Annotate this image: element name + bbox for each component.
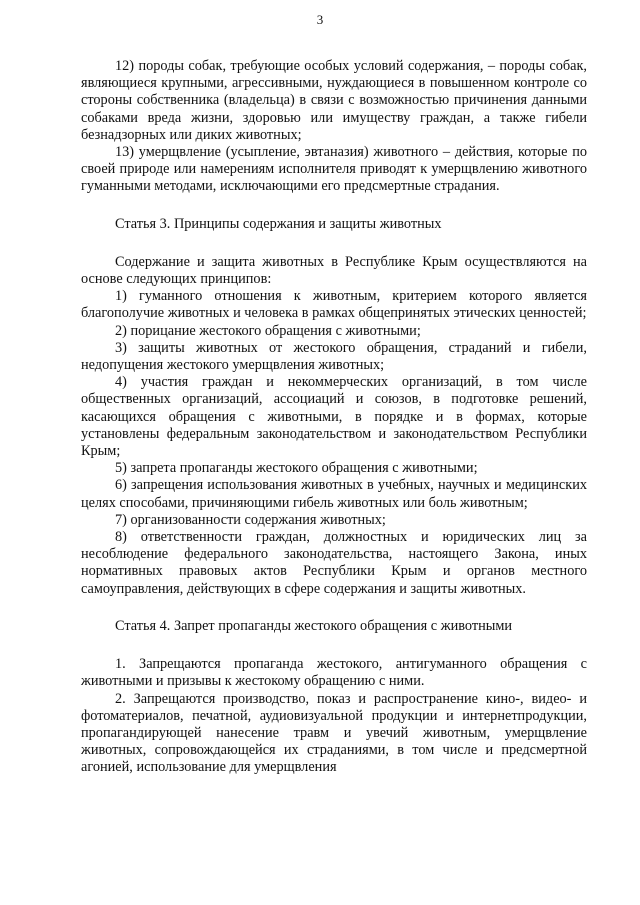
document-body bbox=[81, 58, 587, 777]
list-item: 1. Запрещаются пропаганда жестокого, антигуманного обращения с животными и призывы к жестокому обращению с ними. bbox=[81, 656, 587, 690]
list-item: 3) защиты животных от жестокого обращения, страданий и гибели, недопущения жестокого умерщвления животных; bbox=[81, 339, 587, 374]
list-item: 6) запрещения использования животных в учебных, научных и медицинских целях способами, причиняющими гибель животных или боль животным; bbox=[81, 477, 587, 511]
list-item: 8) ответственности граждан, должностных и юридических лиц за несоблюдение федерального законодательства, настоящего Закона, иных нормативных правовых актов Республики Крым и органов местного самоуправления, действующих в сфере содержания и защиты животных. bbox=[81, 529, 587, 597]
list-item: 5) запрета пропаганды жестокого обращения с животными; bbox=[115, 460, 478, 477]
definition-paragraph: 13) умерщвление (усыпление, эвтаназия) животного – действия, которые по своей природе или намерениям исполнителя приводят к умерщвлению животного гуманными методами, исключающими его предсмертные страдания. bbox=[81, 144, 587, 195]
article-heading: Статья 3. Принципы содержания и защиты животных bbox=[115, 215, 442, 232]
intro-paragraph: Содержание и защита животных в Республике Крым осуществляются на основе следующих принципов: bbox=[81, 253, 587, 288]
definition-paragraph: 12) породы собак, требующие особых условий содержания, – породы собак, являющиеся крупными, агрессивными, нуждающиеся в повышенном контроле со стороны собственника (владельца) в связи с возможностью причинения данными собаками вреда жизни, здоровью или имуществу граждан, а также гибели безнадзорных или диких животных; bbox=[81, 58, 587, 143]
list-item: 7) организованности содержания животных; bbox=[115, 511, 386, 528]
page-number: 3 bbox=[316, 12, 324, 27]
list-item: 1) гуманного отношения к животным, критерием которого является благополучие животных и человека в рамках общепринятых этических ценностей; bbox=[81, 288, 587, 322]
list-item: 4) участия граждан и некоммерческих организаций, в том числе общественных организаций, ассоциаций и союзов, в подготовке решений, касающихся обращения с животными, в порядке и в формах, которые установлены федеральным законодательством и законодательством Республики Крым; bbox=[81, 374, 587, 460]
article-heading: Статья 4. Запрет пропаганды жестокого обращения с животными bbox=[115, 617, 513, 634]
list-item: 2. Запрещаются производство, показ и распространение кино-, видео- и фотоматериалов, печатной, аудиовизуальной продукции и интернетпродукции, пропагандирующей нанесение травм и увечий животным, умерщвление животных, сопровождающейся их страданиями, в том числе и предсмертной агонией, использование для умерщвления bbox=[81, 690, 587, 776]
list-item: 2) порицание жестокого обращения с животными; bbox=[115, 322, 421, 339]
